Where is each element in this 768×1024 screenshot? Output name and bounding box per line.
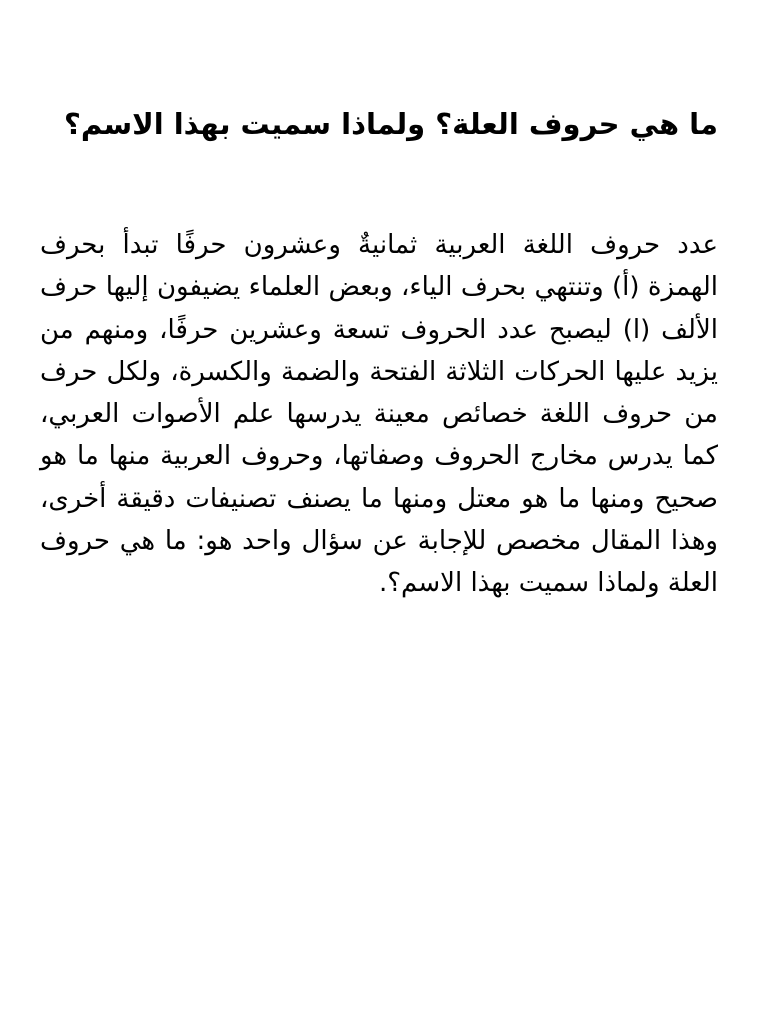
document-paragraph: عدد حروف اللغة العربية ثمانيةٌ وعشرون حرفًا تبدأ بحرف الهمزة (أ) وتنتهي بحرف الياء، وبعض العلماء يضيفون إليها حرف الألف (ا) ليصبح عدد الحروف تسعة وعشرين حرفًا، ومنهم من يزيد عليها الحركات الثلاثة الفتحة والضمة والكسرة، ولكل حرف من حروف اللغة خصائص معينة يدرسها علم الأصوات العربي، كما يدرس مخارج الحروف وصفاتها، وحروف العربية منها ما هو صحيح ومنها ما هو معتل ومنها ما يصنف تصنيفات دقيقة أخرى، وهذا المقال مخصص للإجابة عن سؤال واحد هو: ما هي حروف العلة ولماذا سميت بهذا الاسم؟.	[40, 230, 718, 599]
document-page	[40, 100, 718, 605]
document-title: ما هي حروف العلة؟ ولماذا سميت بهذا الاسم؟	[64, 107, 718, 141]
